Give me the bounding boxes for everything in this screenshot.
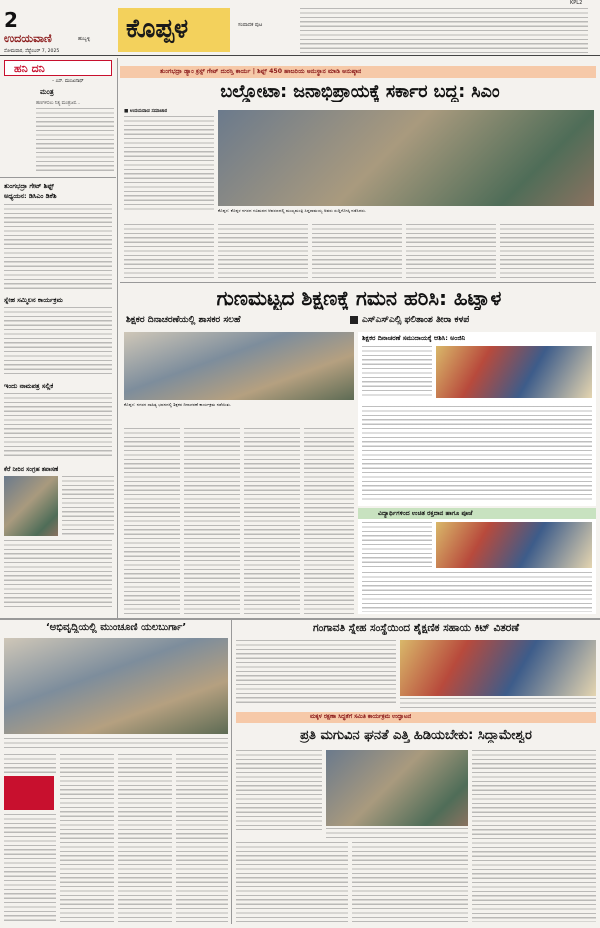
lead-dateline: ■ ಉದಯವಾಣಿ ಸಮಾಚಾರ [124,109,168,114]
bottom-right-headline: ಗಂಗಾವತಿ ಸ್ನೇಹ ಸಂಸ್ಥೆಯಿಂದ ಶೈಕ್ಷಣಿಕ ಸಹಾಯ ಕಿಟ್ ವಿತರಣೆ [313,622,519,634]
banner-strip [120,66,596,78]
bottom-left-col-2 [60,754,114,922]
bottom-left-col-3 [118,754,172,922]
brief-title: ಇಂದು ನಾಮಪತ್ರ ಸಲ್ಲಿಕೆ [4,382,54,390]
bottom-left-pull [4,776,54,810]
page-number: 2 [4,8,18,32]
honey-heading: ಮಂತ್ರ [40,88,54,96]
bottom-right-col-1 [236,750,322,830]
bottom-rule [0,618,600,620]
brief-sub: ಅಧ್ಯಯನ: ಡಿಸಿಎಂ ಡಿಕೆಶಿ [4,192,57,200]
second-sub-left: ಶಿಕ್ಷಕರ ದಿನಾಚರಣೆಯಲ್ಲಿ ಶಾಸಕರ ಸಲಹೆ [126,315,241,325]
bottom-right-col-2 [472,750,596,922]
side-body [362,346,432,398]
second-sub-bullet [350,316,358,324]
side-photo [436,346,592,398]
paper-name: ಉದಯವಾಣಿ [4,32,52,45]
lead-col-4 [312,224,402,278]
bottom-left-caption [4,738,228,750]
honey-label: ಹನಿ ದನಿ [14,62,45,75]
bottom-left-col-4 [176,754,228,922]
bottom-left-headline: ‘ಅಭಿವೃದ್ಧಿಯಲ್ಲಿ ಮುಂಚೂಣಿ ಯಲಬುರ್ಗಾ’ [45,622,187,633]
edition-tag: ಹುಬ್ಬಳ್ಳಿ [78,36,91,42]
bottom-left-col-1b [4,814,56,922]
lead-photo [218,110,594,206]
second-headline: ಗುಣಮಟ್ಟದ ಶಿಕ್ಷಣಕ್ಕೆ ಗಮನ ಹರಿಸಿ: ಹಿಟ್ನಾಳ [216,286,502,310]
lead-caption: ಕೊಪ್ಪಳ: ಕೊಪ್ಪಳ ನಗರದ ಗವಿಮಠದ ಆವರಣದಲ್ಲಿ ಮುಖ್ಯಮಂತ್ರಿ ಸಿದ್ದರಾಮಯ್ಯ ಅವರು ಸುದ್ದಿಗೋಷ್ಠಿ ನಡೆಸಿದರು. [218,208,367,213]
bottom-right-photo-2 [326,750,468,826]
blood-title: ವಿದ್ಯಾರ್ಥಿಗಳಿಂದ ಉಚಿತ ರಕ್ತದಾನ ಹಾಗೂ ಪೂಜೆ [378,510,473,517]
lead-col-3 [218,224,308,278]
section-rule [120,282,596,283]
date: ಸೋಮವಾರ, ಸೆಪ್ಟೆಂಬರ್ 7, 2025 [4,49,60,54]
lead-col-6 [500,224,594,278]
column-rule [117,58,118,618]
left-brief-3 [0,380,116,462]
honey-author: – ಎಸ್. ಮಂಜುನಾಥ್ [52,79,84,84]
left-brief-2 [0,294,116,378]
brief-body [62,476,114,536]
blood-body [362,522,432,568]
bottom-right-kicker-band [236,712,596,723]
page-code: KPL2 [570,0,583,6]
side-title: ಶಿಕ್ಷಕರ ದಿನಾಚರಣೆ ಸಮುದಾಯಕ್ಕೆ ಆಶಿಸಿ: ಅಂಜಿನಿ [362,334,466,342]
bottom-right-body [236,640,396,706]
second-col-1 [124,428,180,614]
second-caption: ಕೊಪ್ಪಳ: ನಗರದ ಸಾಹಿತ್ಯ ಭವನದಲ್ಲಿ ಶಿಕ್ಷಕರ ದಿನಾಚರಣೆ ಕಾರ್ಯಕ್ರಮ ನಡೆಯಿತು. [124,402,232,407]
bottom-right-headline-2: ಪ್ರತಿ ಮಗುವಿನ ಘನತೆ ಎತ್ತಿ ಹಿಡಿಯಬೇಕು: ಸಿದ್ದಾಮೇಶ್ವರ [300,728,532,743]
lead-col-1 [124,116,214,212]
second-photo [124,332,354,400]
blood-photo [436,522,592,568]
side-body-2 [362,406,592,502]
brief-body-2 [4,540,112,610]
bottom-right-col-3 [236,842,348,922]
brief-body [4,307,112,377]
second-sub-right: ಎಸ್ಎಸ್ಎಲ್ಸಿ ಫಲಿತಾಂಶ ತೀರಾ ಕಳಪೆ [362,315,470,325]
side-box [358,332,596,506]
blood-box [358,508,596,614]
second-col-3 [244,428,300,614]
lead-headline: ಬಲ್ಡೋಟಾ: ಜನಾಭಿಪ್ರಾಯಕ್ಕೆ ಸರ್ಕಾರ ಬದ್ಧ: ಸಿಎಂ [220,82,500,102]
lead-col-2 [124,224,214,278]
masthead-brief [300,8,588,54]
banner-text: ತುಂಗಭದ್ರಾ ಡ್ಯಾಂ ಕ್ರಸ್ಟ್ ಗೇಟ್ ದುರಸ್ತಿ ಕಾರ್ಯ | ಶಿಫ್ಟ್ 450 ಹಾಜರಿಯ ಅನುಸ್ಥಾನ ಮಾಡಿ ಅನುಷ್ಠಾನ [160,68,362,75]
masthead [0,0,600,56]
left-brief-1 [0,180,116,292]
section-sub: ಸಂಪಾದಕ ಪುಟ [238,22,263,28]
bottom-right-caption [400,698,596,708]
bottom-right-col-4 [352,842,468,922]
honey-body: ಹಣಗಳಿಸಲು ನಿತ್ಯ ಮಂತ್ರಜಪ... [36,101,81,106]
bottom-column-rule [231,620,232,924]
second-col-2 [184,428,240,614]
section-title: ಕೊಪ್ಪಳ [126,14,189,44]
left-brief-4 [0,464,116,614]
honey-column [0,58,116,178]
bottom-right-photo [400,640,596,696]
brief-body [4,393,112,459]
honey-body-lines [36,108,114,174]
brief-photo [4,476,58,536]
blood-body-2 [362,572,592,612]
lead-col-5 [406,224,496,278]
brief-title: ಕೆರೆ ನೀರಿನ ಸಂಗ್ರಹ ತಪಾಸಣೆ [4,466,59,473]
bottom-right-caption-2 [326,828,468,838]
bottom-left-col-1 [4,754,56,774]
bottom-right-kicker: ಮಕ್ಕಳ ರಕ್ಷಣಾ ಸಿದ್ಧತೆಗೆ ಸಮಿತಿ ಕಾರ್ಯಕ್ರಮ ಉದ್ಘಾಟನೆ [310,714,412,720]
bottom-left-photo [4,638,228,734]
brief-body [4,204,112,290]
brief-title: ತುಂಗಭದ್ರಾ ಗೇಟ್ ಶಿಫ್ಟ್ [4,182,54,190]
brief-title: ಸ್ನೇಹ ಸಮ್ಮಿಲನ ಕಾರ್ಯಕ್ರಮ [4,296,63,304]
second-col-4 [304,428,354,614]
